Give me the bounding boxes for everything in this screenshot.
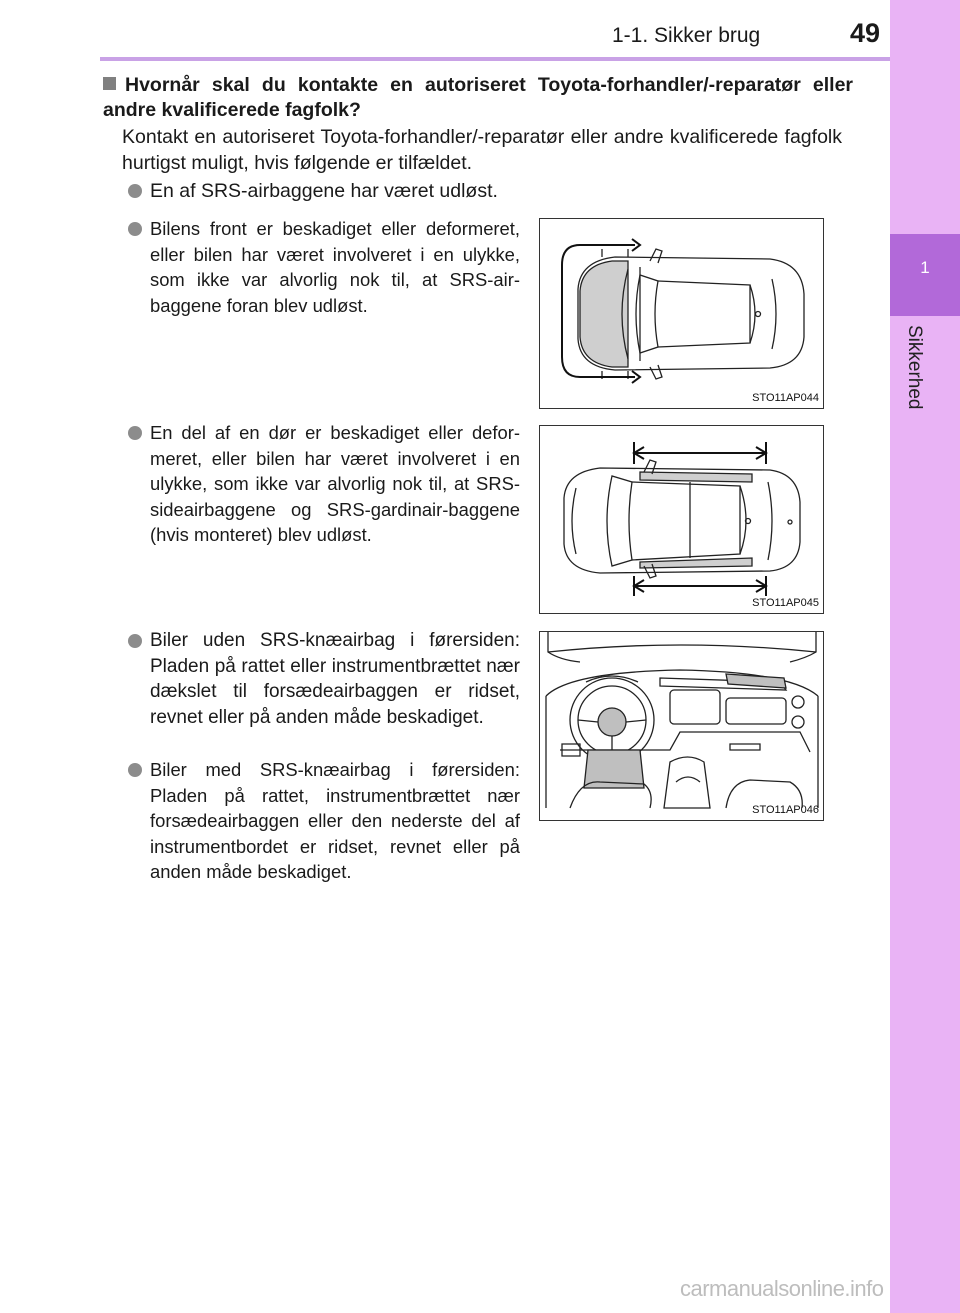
list-item-text: Biler med SRS-knæairbag i førersiden: Pladen på rattet, instrumentbrættet nær forsædeairbaggen eller den nederste del af instrumentbordet er ridset, revnet eller på anden måde beskadiget. bbox=[150, 759, 520, 882]
bullet-icon bbox=[128, 763, 142, 777]
chapter-side-tab bbox=[890, 0, 960, 1313]
page-number: 49 bbox=[850, 18, 881, 48]
dashboard-illustration bbox=[540, 632, 823, 820]
side-damage-figure bbox=[539, 425, 824, 614]
chapter-number: 1 bbox=[920, 258, 930, 277]
chapter-title: Sikkerhed bbox=[904, 325, 925, 410]
list-item bbox=[128, 178, 528, 204]
header-divider bbox=[100, 57, 890, 61]
list-item-text: Biler uden SRS-knæairbag i førersiden: Pladen på rattet eller instrumentbrættet nær dækslet til forsædeairbaggen er ridset, revnet eller på anden måde beskadiget. bbox=[150, 630, 520, 728]
car-top-view-side-illustration bbox=[540, 426, 823, 613]
list-item-text: En del af en dør er beskadiget eller defor-meret, eller bilen har været involveret i en ulykke, som ikke var alvorlig nok til, at SRS-sideairbaggene og SRS-gardinair-baggene (hvis monteret) blev udløst. bbox=[150, 422, 520, 545]
list-item-text: Bilens front er beskadiget eller deformeret, eller bilen har været involveret i en ulykke, som ikke var alvorlig nok til, at SRS-air-baggene foran blev udløst. bbox=[150, 218, 520, 316]
bullet-icon bbox=[128, 184, 142, 198]
square-bullet-icon bbox=[103, 77, 116, 90]
list-item bbox=[128, 757, 520, 885]
list-item bbox=[128, 628, 520, 730]
car-top-view-front-illustration bbox=[540, 219, 823, 408]
list-item-text: En af SRS-airbaggene har været udløst. bbox=[150, 180, 498, 202]
figure-code: STO11AP044 bbox=[752, 392, 819, 404]
intro-paragraph: Kontakt en autoriseret Toyota-forhandler/-reparatør eller andre kvalificerede fagfolk hurtigst muligt, hvis følgende er tilfældet. bbox=[122, 126, 842, 174]
front-damage-figure bbox=[539, 218, 824, 409]
bullet-icon bbox=[128, 426, 142, 440]
heading-text: Hvornår skal du kontakte en autoriseret Toyota-forhandler/-reparatør eller andre kvalificerede fagfolk? bbox=[103, 74, 853, 121]
watermark: carmanualsonline.info bbox=[680, 1276, 884, 1301]
section-heading bbox=[103, 73, 853, 123]
dashboard-figure bbox=[539, 631, 824, 821]
bullet-icon bbox=[128, 634, 142, 648]
section-title: 1-1. Sikker brug bbox=[612, 24, 761, 47]
list-item bbox=[128, 420, 520, 548]
figure-code: STO11AP045 bbox=[752, 597, 819, 609]
bullet-icon bbox=[128, 222, 142, 236]
figure-code: STO11AP046 bbox=[752, 804, 819, 816]
list-item bbox=[128, 216, 520, 318]
